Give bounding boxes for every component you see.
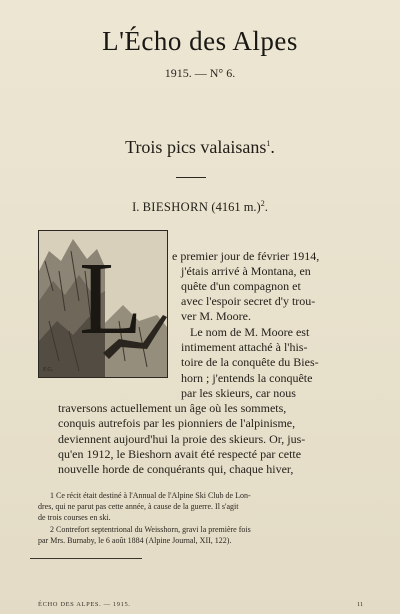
body-line: traversons actuellement un âge où les sommets, (58, 401, 287, 415)
journal-masthead: L'Écho des Alpes (102, 26, 298, 56)
title-rule (176, 177, 206, 178)
body-line: horn ; j'entends la conquête (181, 371, 313, 385)
issue-line: 1915. — N° 6. (164, 66, 236, 80)
section-numeral: I. (132, 200, 140, 215)
dropcap-illustration (38, 230, 168, 378)
body-line: avec l'espoir secret d'y trou- (181, 294, 316, 308)
footnote-line: 1 Ce récit était destiné à l'Annual de l'Alpine Ski Club de Lon- (50, 491, 251, 500)
body-line: ver M. Moore. (181, 309, 251, 323)
illustrator-signature: F.G. (43, 367, 54, 373)
body-line: j'étais arrivé à Montana, en (181, 264, 311, 278)
article-title: Trois pics valaisans$^1$. (125, 137, 275, 157)
body-line: toire de la conquête du Bies- (181, 355, 319, 369)
signature-mark: 11 (357, 601, 364, 608)
section-footnote-marker: 2 (260, 199, 265, 208)
dropcap-letter: L (79, 241, 143, 356)
body-line: par les skieurs, car nous (181, 386, 296, 400)
section-name: BIESHORN (142, 200, 209, 215)
body-line: nouvelle horde de conquérants qui, chaque hiver, (58, 462, 294, 476)
footnote-line: dres, qui ne parut pas cette année, à cause de la guerre. Il s'agit (38, 502, 239, 511)
body-line: intimement attaché à l'his- (181, 340, 308, 354)
body-line: e premier jour de février 1914, (172, 249, 320, 263)
footnote-line: par Mrs. Burnaby, le 6 août 1884 (Alpine Journal, XII, 122). (38, 536, 232, 545)
body-line: quête d'un compagnon et (181, 279, 301, 293)
body-line: qu'en 1912, le Bieshorn avait été respecté par cette (58, 447, 302, 461)
body-line: Le nom de M. Moore est (190, 325, 310, 339)
mountain-illustration (39, 231, 167, 377)
body-line: conquis autrefois par les pionniers de l'alpinisme, (58, 416, 296, 430)
section-altitude: (4161 m.) (211, 200, 261, 215)
article-title-text: Trois pics valaisans (125, 137, 267, 157)
footnote-line: 2 Contrefort septentrional du Weisshorn, gravi la première fois (50, 525, 251, 534)
footnote-separator (30, 558, 142, 559)
section-heading: I. BIESHORN (4161 m.)$^2$. (132, 199, 268, 215)
title-footnote-marker: 1 (266, 139, 271, 148)
body-line: deviennent aujourd'hui la proie des skieurs. Or, jus- (58, 432, 306, 446)
running-footer: ÉCHO DES ALPES. — 1915. (38, 601, 131, 608)
footnote-line: de trois courses en ski. (38, 513, 111, 522)
